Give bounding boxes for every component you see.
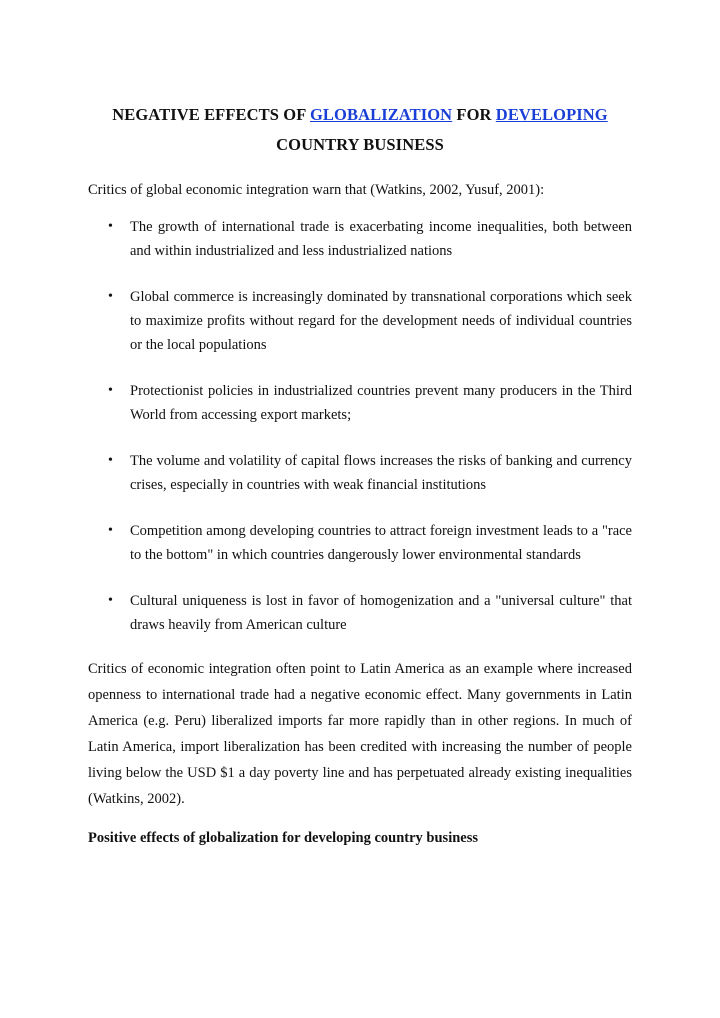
bullet-icon: •	[108, 383, 113, 398]
bullet-text: The volume and volatility of capital flows increases the risks of banking and currency crises, especially in countries with weak financial institutions	[130, 453, 632, 493]
title-text-part-1: NEGATIVE EFFECTS OF	[112, 105, 310, 124]
bullet-icon: •	[108, 593, 113, 608]
section-subheading: Positive effects of globalization for developing country business	[88, 830, 479, 846]
bullet-item	[88, 285, 632, 357]
intro-text: Critics of global economic integration warn that (Watkins, 2002, Yusuf, 2001):	[88, 182, 545, 198]
document-title	[90, 100, 630, 160]
globalization-link[interactable]: GLOBALIZATION	[310, 105, 453, 124]
bullet-item	[88, 215, 632, 263]
title-line-2: COUNTRY BUSINESS	[276, 135, 444, 154]
bullet-text: Global commerce is increasingly dominated by transnational corporations which seek to maximize profits without regard for the development needs of individual countries or the local populations	[130, 289, 632, 353]
bullet-icon: •	[108, 219, 113, 234]
bullet-item	[88, 379, 632, 427]
latin-america-paragraph: Critics of economic integration often point to Latin America as an example where increased openness to international trade had a negative economic effect. Many governments in Latin America (e.g. Peru) liberalized imports far more rapidly than in other regions. In much of Latin America, import liberalization has been credited with increasing the number of people living below the USD $1 a day poverty line and has perpetuated already existing inequalities (Watkins, 2002).	[88, 661, 632, 807]
title-text-part-2: FOR	[452, 105, 496, 124]
bullet-list	[88, 215, 632, 659]
bullet-item	[88, 589, 632, 637]
bullet-item	[88, 449, 632, 497]
bullet-icon: •	[108, 453, 113, 468]
title-line-1	[90, 100, 630, 130]
bullet-item	[88, 519, 632, 567]
bullet-icon: •	[108, 523, 113, 538]
bullet-icon: •	[108, 289, 113, 304]
bullet-text: Cultural uniqueness is lost in favor of homogenization and a "universal culture" that draws heavily from American culture	[130, 593, 632, 633]
bullet-text: The growth of international trade is exacerbating income inequalities, both between and within industrialized and less industrialized nations	[130, 219, 632, 259]
bullet-text: Competition among developing countries to attract foreign investment leads to a "race to the bottom" in which countries dangerously lower environmental standards	[130, 523, 632, 563]
developing-link[interactable]: DEVELOPING	[495, 105, 608, 124]
bullet-text: Protectionist policies in industrialized countries prevent many producers in the Third World from accessing export markets;	[130, 383, 632, 423]
